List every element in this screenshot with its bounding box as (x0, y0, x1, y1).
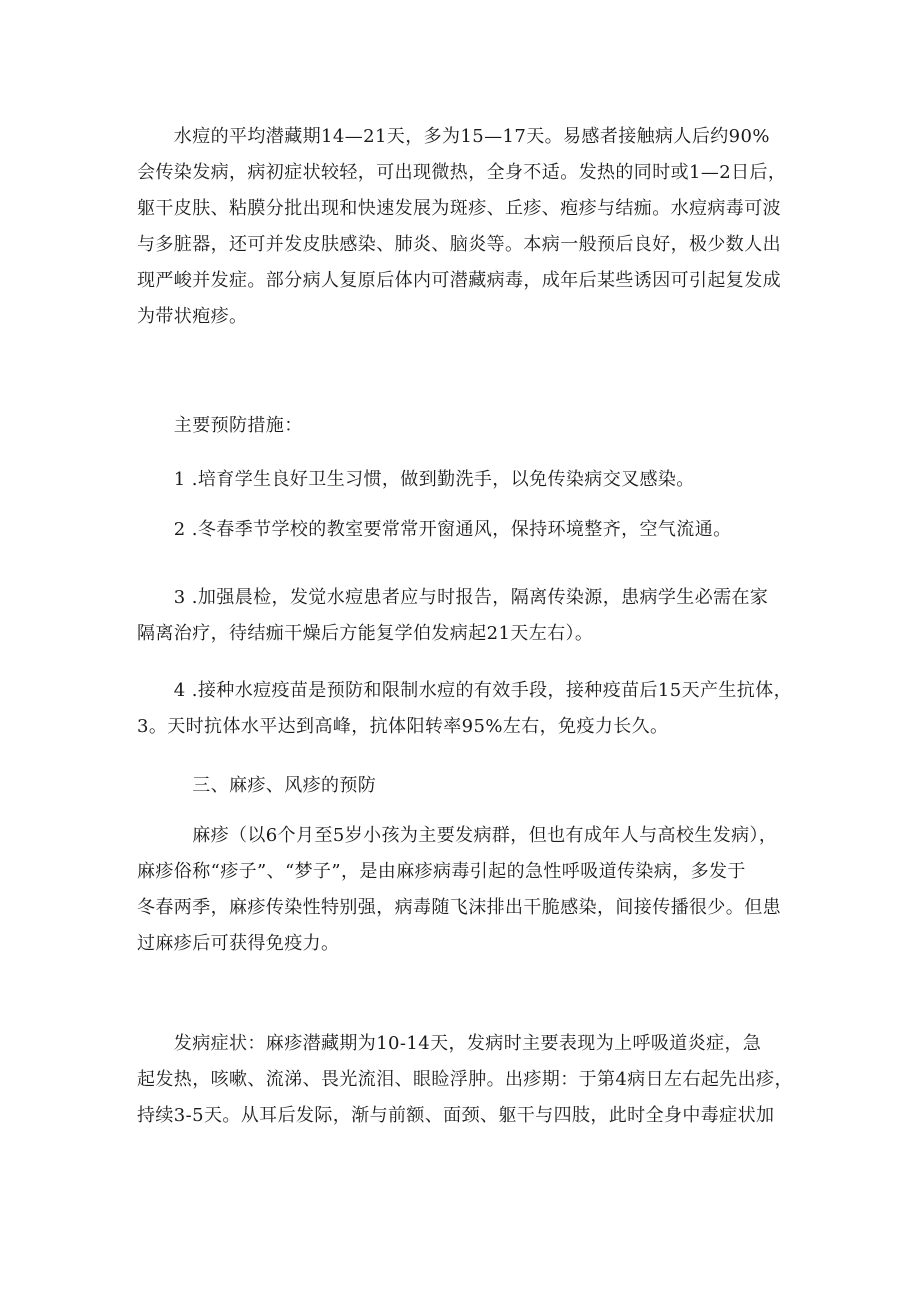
heading-text: 主要预防措施： (137, 415, 303, 436)
text-line: 为带状疱疹。 (137, 306, 248, 327)
section-three-heading (137, 768, 797, 804)
text-line: 3 .加强晨检，发觉水痘患者应与时报告，隔离传染源，患病学生必需在家 (137, 587, 769, 608)
text-line: 4 .接种水痘疫苗是预防和限制水痘的有效手段，接种疫苗后15天产生抗体， (137, 680, 792, 701)
text-line: 发病症状：麻疹潜藏期为10-14天，发病时主要表现为上呼吸道炎症，急 (137, 1033, 762, 1054)
text-line: 隔离治疗，待结痂干燥后方能复学伯发病起21天左右）。 (137, 623, 594, 644)
prevention-measure-3 (137, 580, 797, 652)
text-line: 3。天时抗体水平达到高峰，抗体阳转率95%左右，免疫力长久。 (137, 716, 669, 737)
text-line: 与多脏器，还可并发皮肤感染、肺炎、脑炎等。本病一般预后良好，极少数人出 (137, 234, 781, 255)
text-line: 躯干皮肤、粘膜分批出现和快速发展为斑疹、丘疹、疱疹与结痂。水痘病毒可波 (137, 198, 781, 219)
text-line: 麻疹（以6个月至5岁小孩为主要发病群，但也有成年人与高校生发病）， (137, 825, 778, 846)
paragraph-measles-intro (137, 818, 797, 962)
text-line: 麻疹俗称“疹子”、“梦子”，是由麻疹病毒引起的急性呼吸道传染病，多发于 (137, 861, 746, 882)
text-line: 1 .培育学生良好卫生习惯，做到勤洗手，以免传染病交叉感染。 (137, 469, 695, 490)
prevention-measure-2 (137, 512, 797, 548)
heading-text: 三、麻疹、风疹的预防 (137, 775, 377, 796)
prevention-measure-1 (137, 462, 797, 498)
text-line: 现严峻并发症。部分病人复原后体内可潜藏病毒，成年后某些诱因可引起复发成 (137, 270, 781, 291)
paragraph-varicella-overview (137, 119, 797, 335)
paragraph-measles-symptoms (137, 1026, 797, 1134)
text-line: 2 .冬春季节学校的教室要常常开窗通风，保持环境整齐，空气流通。 (137, 519, 732, 540)
text-line: 水痘的平均潜藏期14—21天，多为15—17天。易感者接触病人后约90% (137, 126, 770, 147)
text-line: 起发热，咳嗽、流涕、畏光流泪、眼睑浮肿。出疹期：于第4病日左右起先出疹， (137, 1069, 793, 1090)
text-line: 冬春两季，麻疹传染性特别强，病毒随飞沫排出干脆感染，间接传播很少。但患 (137, 897, 781, 918)
prevention-measure-4 (137, 673, 797, 745)
text-line: 过麻疹后可获得免疫力。 (137, 933, 340, 954)
text-line: 持续3-5天。从耳后发际，渐与前额、面颈、躯干与四肢，此时全身中毒症状加 (137, 1105, 775, 1126)
prevention-heading (137, 408, 797, 444)
text-line: 会传染发病，病初症状较轻，可出现微热，全身不适。发热的同时或1—2日后， (137, 162, 787, 183)
